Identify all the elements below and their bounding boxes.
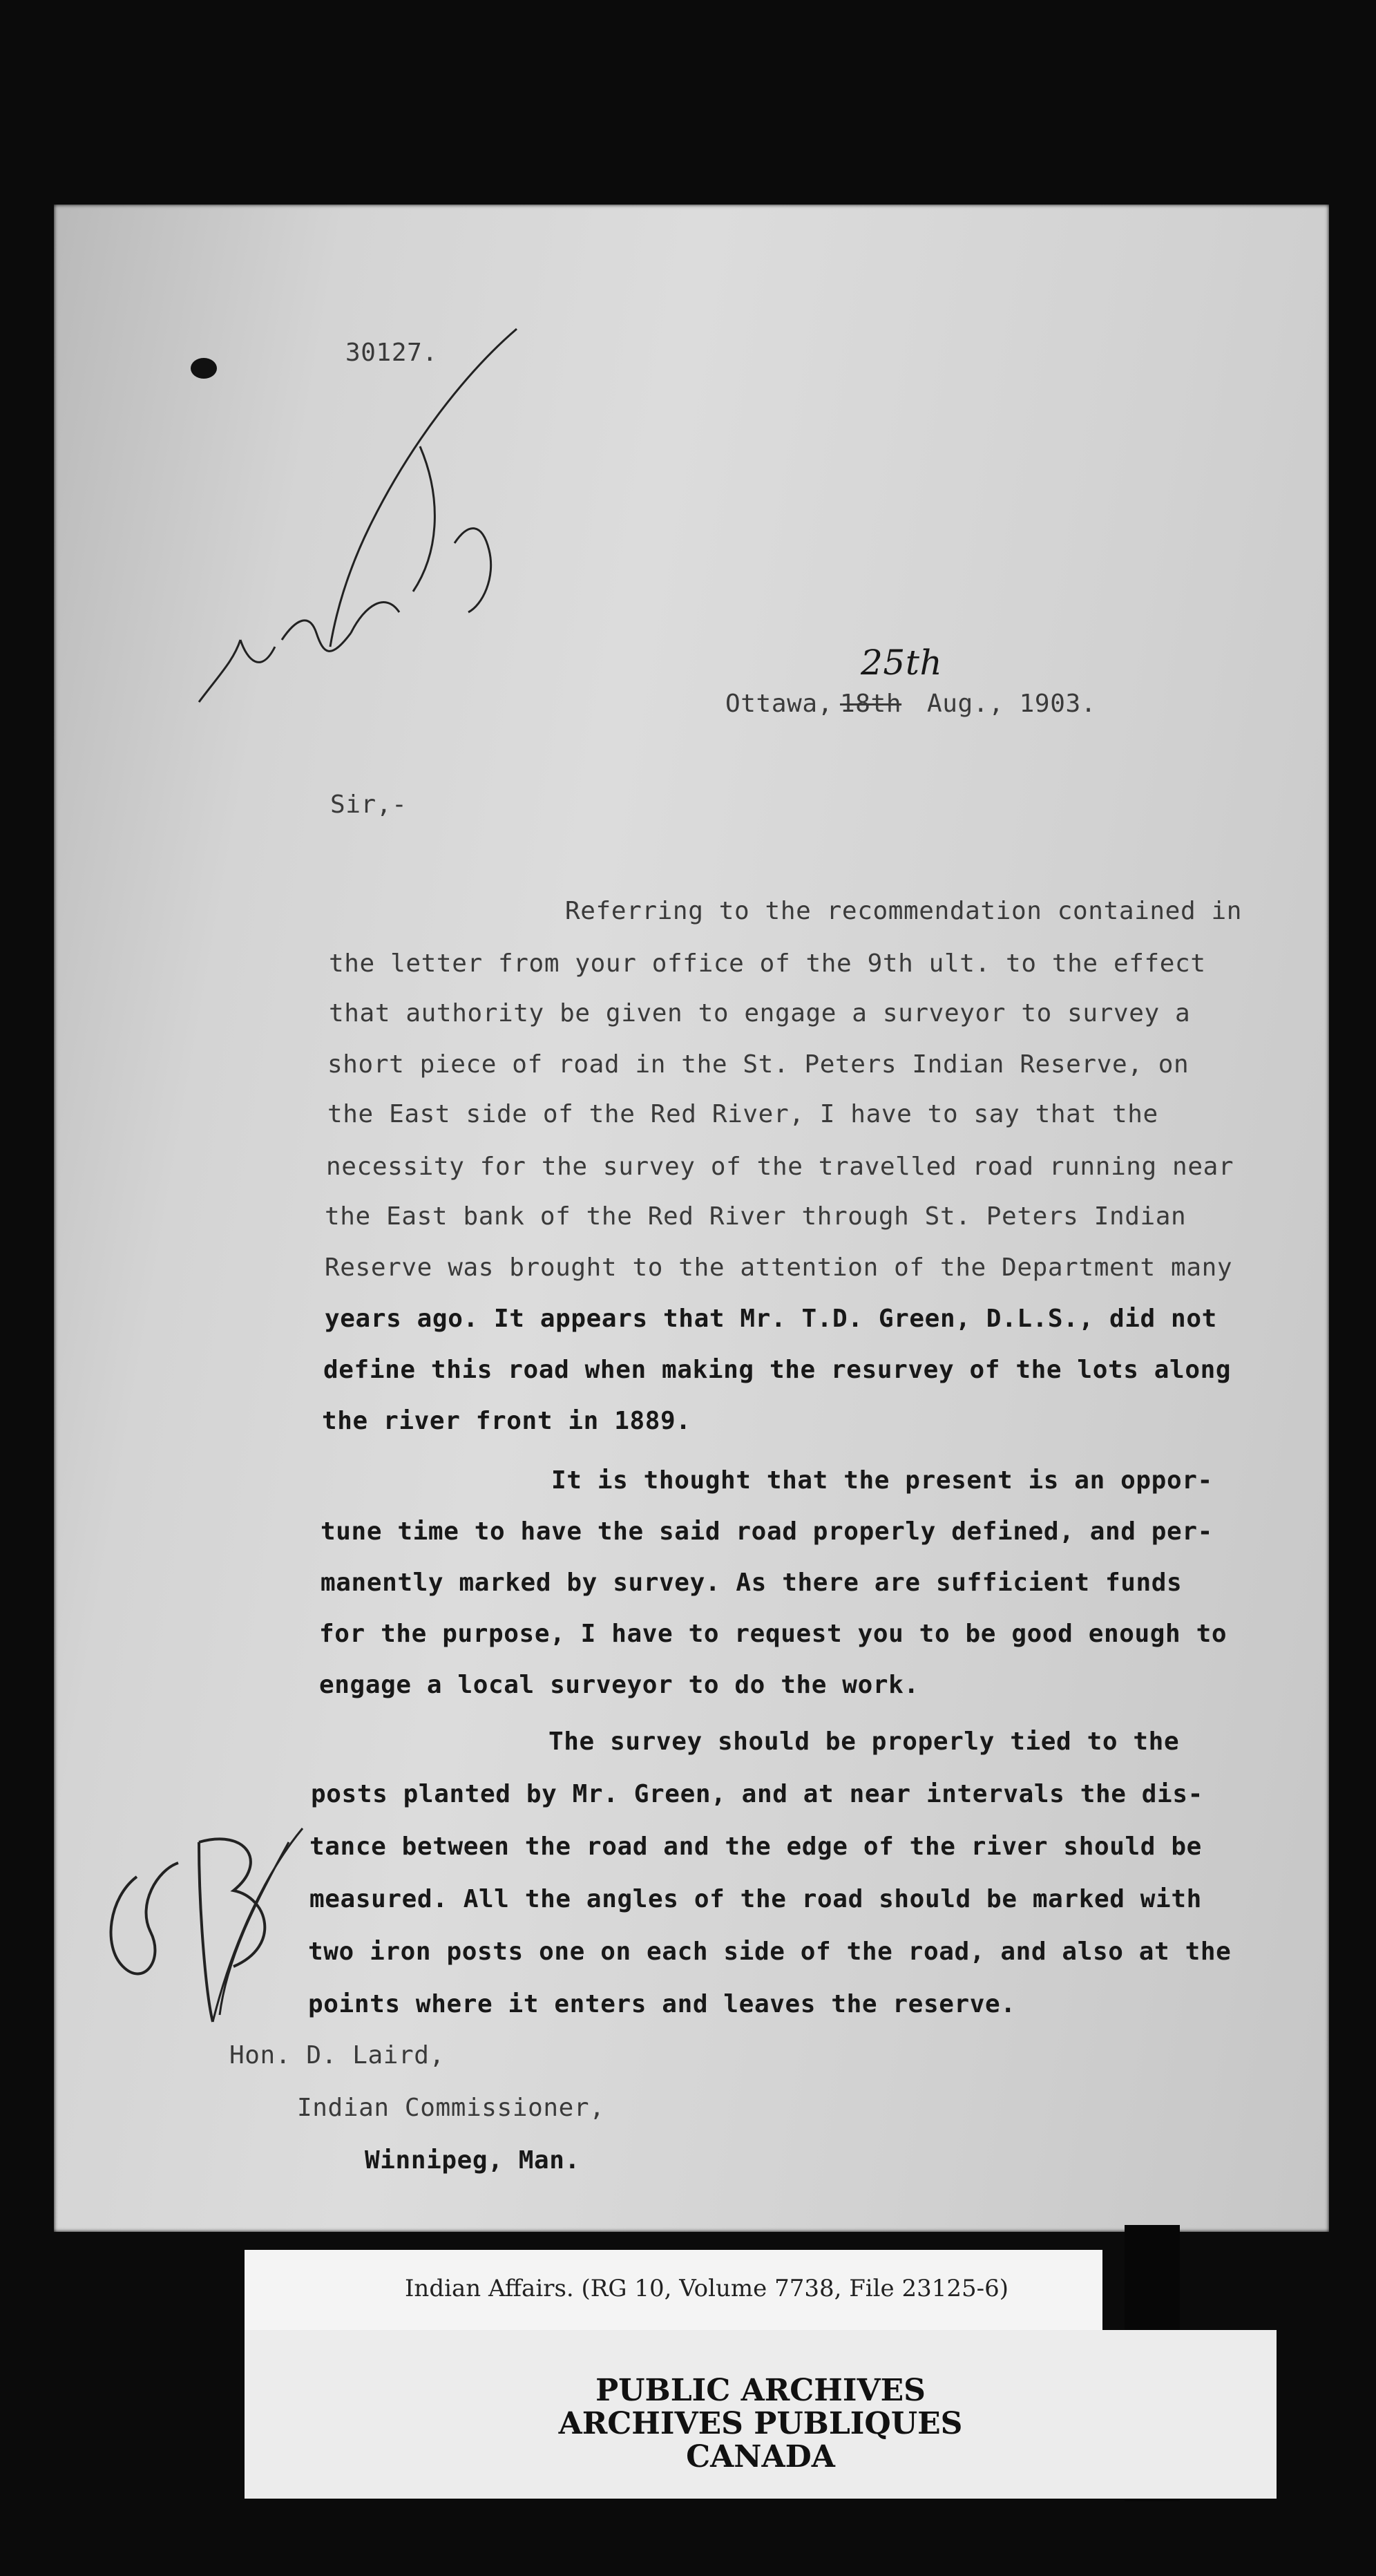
body-line-21: two iron posts one on each side of the road, and also at the: [308, 1938, 1232, 1966]
body-line-6: necessity for the survey of the travelled road running near: [326, 1153, 1234, 1181]
handwritten-marginal-note: [192, 315, 551, 826]
body-line-2: the letter from your office of the 9th ult. to the effect: [329, 949, 1206, 978]
body-line-8: Reserve was brought to the attention of the Department many: [325, 1253, 1233, 1282]
body-line-9: years ago. It appears that Mr. T.D. Green, D.L.S., did not: [325, 1305, 1217, 1333]
date-struck: 18th: [840, 690, 902, 718]
date-handwritten: 25th: [861, 643, 943, 683]
body-line-20: measured. All the angles of the road should be marked with: [309, 1885, 1202, 1913]
body-line-13: tune time to have the said road properly defined, and per-: [321, 1517, 1213, 1546]
salutation: Sir,-: [330, 790, 408, 819]
body-line-19: tance between the road and the edge of the river should be: [309, 1832, 1202, 1861]
body-line-18: posts planted by Mr. Green, and at near intervals the dis-: [311, 1780, 1203, 1808]
archive-reference-text: Indian Affairs. (RG 10, Volume 7738, File 23125-6): [405, 2275, 1009, 2302]
stamp-line-1: PUBLIC ARCHIVES: [595, 2373, 926, 2408]
stamp-line-3: CANADA: [686, 2439, 835, 2474]
body-line-10: define this road when making the resurvey of the lots along: [323, 1356, 1232, 1384]
body-line-4: short piece of road in the St. Peters Indian Reserve, on: [327, 1050, 1189, 1079]
body-line-16: engage a local surveyor to do the work.: [319, 1671, 919, 1699]
stamp-line-2: ARCHIVES PUBLIQUES: [558, 2406, 963, 2441]
body-line-12: It is thought that the present is an oppor-: [551, 1466, 1213, 1495]
document-page: [54, 205, 1329, 2232]
handwritten-initials: [95, 1787, 323, 2049]
body-line-7: the East bank of the Red River through St. Peters Indian: [325, 1202, 1187, 1231]
body-line-22: points where it enters and leaves the reserve.: [308, 1990, 1016, 2018]
date-place: Ottawa,: [725, 690, 833, 718]
body-line-14: manently marked by survey. As there are sufficient funds: [321, 1569, 1183, 1597]
date-rest: Aug., 1903.: [927, 690, 1097, 718]
archives-stamp: [245, 2330, 1277, 2499]
body-line-15: for the purpose, I have to request you to be good enough to: [319, 1620, 1227, 1648]
body-line-1: Referring to the recommendation contained in: [565, 897, 1243, 925]
body-line-3: that authority be given to engage a surveyor to survey a: [329, 999, 1191, 1027]
archive-reference-label: [245, 2250, 1102, 2330]
addressee-name: Hon. D. Laird,: [229, 2041, 445, 2070]
body-line-17: The survey should be properly tied to the: [548, 1727, 1180, 1756]
body-line-5: the East side of the Red River, I have to say that the: [327, 1100, 1158, 1128]
addressee-title: Indian Commissioner,: [297, 2094, 605, 2122]
addressee-place: Winnipeg, Man.: [365, 2146, 580, 2175]
body-line-11: the river front in 1889.: [322, 1407, 691, 1435]
file-number: 30127.: [345, 339, 438, 367]
